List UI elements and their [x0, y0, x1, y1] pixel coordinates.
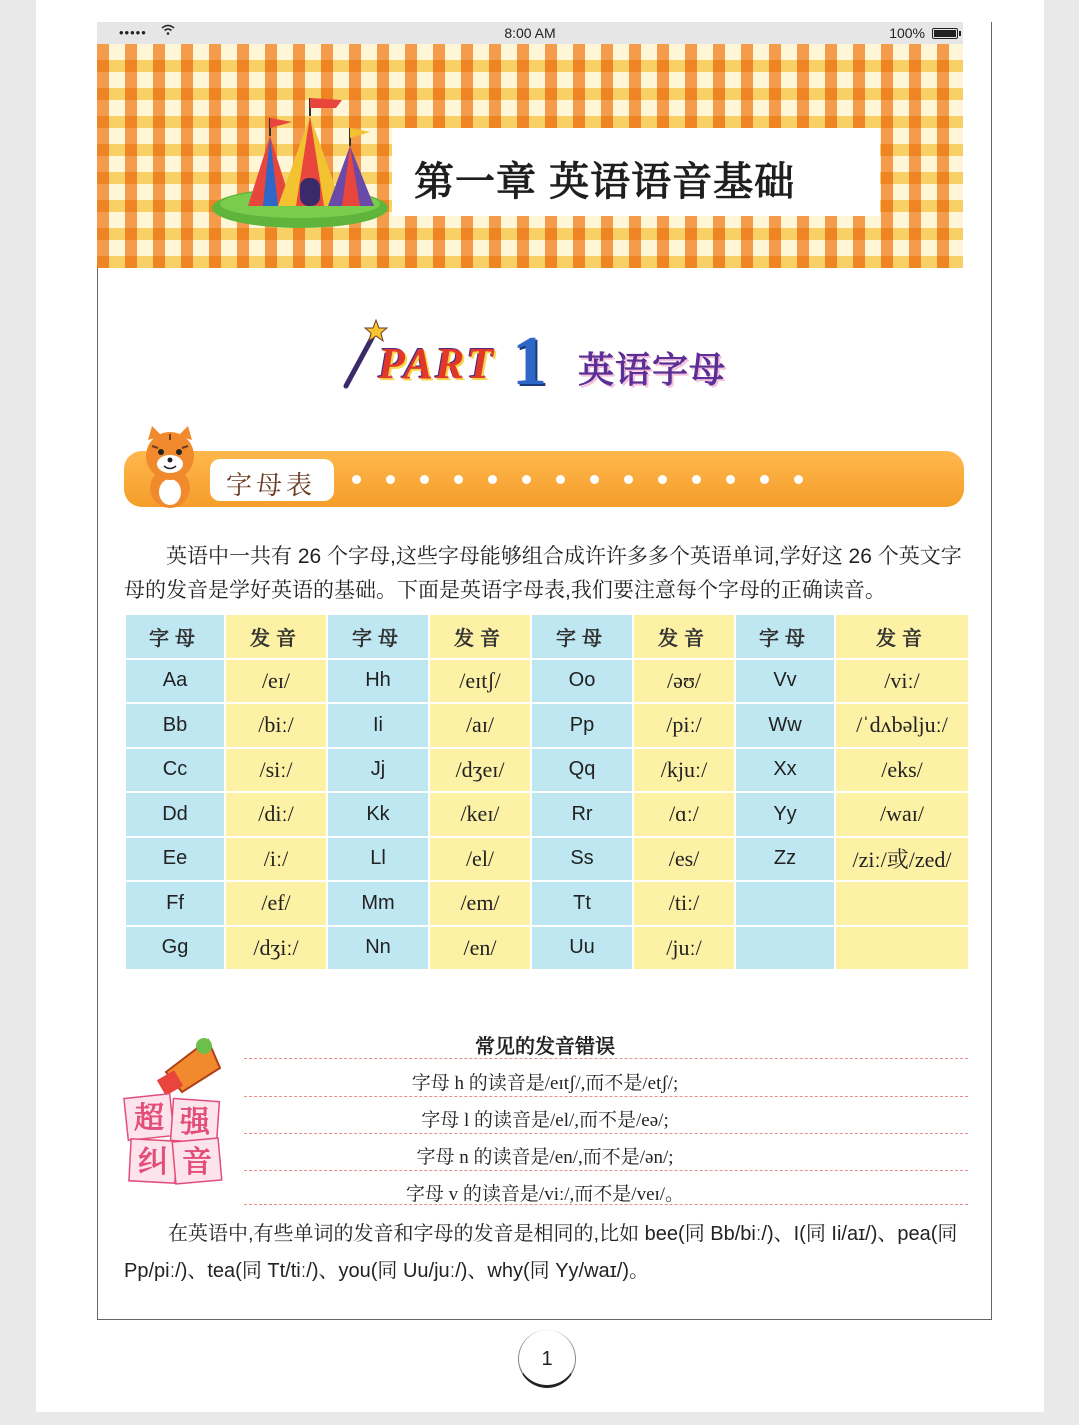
table-header: 发音 [634, 615, 734, 658]
table-header: 发音 [836, 615, 968, 658]
page-number-badge [518, 1330, 576, 1388]
table-header: 发音 [430, 615, 530, 658]
letter-cell: Cc [126, 749, 224, 792]
phonetic-cell [836, 927, 968, 970]
table-header: 字母 [532, 615, 632, 658]
section-label: 字母表 [226, 470, 317, 500]
letter-cell: Kk [328, 793, 428, 836]
letter-cell: Rr [532, 793, 632, 836]
outro-paragraph: 在英语中,有些单词的发音和字母的发音是相同的,比如 bee(同 Bb/biː/)、I(同 Ii/aɪ/)、pea(同 Pp/piː/)、tea(同 Tt/tiː/)、you(同 Uu/juː/)、why(同 Yy/waɪ/)。 [124, 1223, 958, 1282]
letter-cell: Ww [736, 704, 834, 747]
phonetic-cell: /dʒiː/ [226, 927, 326, 970]
signal-indicator: ••••• [119, 25, 147, 40]
phonetic-cell: /ˈdʌbəljuː/ [836, 704, 968, 747]
phonetic-cell: /el/ [430, 838, 530, 881]
part-heading [340, 316, 760, 400]
letter-cell: Aa [126, 660, 224, 703]
letter-cell: Bb [126, 704, 224, 747]
letter-cell: Vv [736, 660, 834, 703]
letter-cell: Yy [736, 793, 834, 836]
letter-cell: Mm [328, 882, 428, 925]
chapter-title: 第一章 英语语音基础 [414, 160, 796, 204]
letter-cell: Ll [328, 838, 428, 881]
phonetic-cell: /eks/ [836, 749, 968, 792]
badge-char: 超 [134, 1102, 164, 1135]
letter-cell: Qq [532, 749, 632, 792]
pronunciation-badge [122, 1036, 232, 1186]
phonetic-cell: /viː/ [836, 660, 968, 703]
letter-cell: Hh [328, 660, 428, 703]
phonetic-cell: /ɑː/ [634, 793, 734, 836]
intro-paragraph: 英语中一共有 26 个字母,这些字母能够组合成许许多多个英语单词,学好这 26 个英文字母的发音是学好英语的基础。下面是英语字母表,我们要注意每个字母的正确读音。 [124, 545, 962, 602]
letter-cell: Gg [126, 927, 224, 970]
page-number: 1 [541, 1348, 553, 1370]
letter-cell: Xx [736, 749, 834, 792]
battery-percent: 100% [889, 25, 925, 41]
letter-cell [736, 882, 834, 925]
badge-char: 音 [182, 1146, 212, 1179]
phonetic-cell: /iː/ [226, 838, 326, 881]
tip-divider [244, 1204, 968, 1205]
table-row [126, 660, 968, 703]
phonetic-cell: /eɪtʃ/ [430, 660, 530, 703]
phonetic-cell: /siː/ [226, 749, 326, 792]
table-header: 字母 [736, 615, 834, 658]
letter-cell: Zz [736, 838, 834, 881]
table-row [126, 793, 968, 836]
phonetic-cell: /tiː/ [634, 882, 734, 925]
phonetic-cell: /biː/ [226, 704, 326, 747]
section-dots [352, 475, 803, 484]
phonetic-cell: /piː/ [634, 704, 734, 747]
letter-cell: Ff [126, 882, 224, 925]
phonetic-cell: /dʒeɪ/ [430, 749, 530, 792]
table-row [126, 704, 968, 747]
part-label: PART [378, 339, 496, 388]
phonetic-cell: /waɪ/ [836, 793, 968, 836]
part-title: 英语字母 [578, 349, 727, 390]
table-row [126, 882, 968, 925]
phonetic-cell: /keɪ/ [430, 793, 530, 836]
letter-cell: Dd [126, 793, 224, 836]
circus-tent-icon [208, 96, 398, 230]
phonetic-cell: /ef/ [226, 882, 326, 925]
letter-cell: Tt [532, 882, 632, 925]
part-number: 1 [512, 323, 547, 400]
status-time: 8:00 AM [504, 25, 556, 41]
table-header: 字母 [328, 615, 428, 658]
battery-icon [932, 28, 958, 39]
letter-cell: Uu [532, 927, 632, 970]
phonetic-cell [836, 882, 968, 925]
tiger-mascot-icon [130, 424, 212, 510]
tips-title: 常见的发音错误 [475, 1036, 615, 1058]
table-header: 字母 [126, 615, 224, 658]
letter-cell: Nn [328, 927, 428, 970]
tip-line: 字母 n 的读音是/en/,而不是/ən/; [416, 1147, 674, 1168]
table-row [126, 927, 968, 970]
tip-line: 字母 l 的读音是/el/,而不是/eə/; [421, 1110, 669, 1131]
phonetic-cell: /en/ [430, 927, 530, 970]
tip-divider [244, 1133, 968, 1134]
tip-divider [244, 1096, 968, 1097]
letter-cell: Ee [126, 838, 224, 881]
phonetic-cell: /juː/ [634, 927, 734, 970]
badge-char: 强 [180, 1106, 210, 1139]
table-row [126, 749, 968, 792]
letter-cell [736, 927, 834, 970]
letter-cell: Ii [328, 704, 428, 747]
letter-cell: Pp [532, 704, 632, 747]
table-header-row [126, 615, 968, 658]
phonetic-cell: /diː/ [226, 793, 326, 836]
badge-char: 纠 [138, 1146, 168, 1179]
phonetic-cell: /əʊ/ [634, 660, 734, 703]
alphabet-table [124, 613, 970, 971]
letter-cell: Oo [532, 660, 632, 703]
table-header: 发音 [226, 615, 326, 658]
letter-cell: Ss [532, 838, 632, 881]
letter-cell: Jj [328, 749, 428, 792]
tip-line: 字母 h 的读音是/eɪtʃ/,而不是/etʃ/; [411, 1073, 679, 1094]
phonetic-cell: /es/ [634, 838, 734, 881]
tip-divider [244, 1170, 968, 1171]
tip-divider [244, 1058, 968, 1059]
table-row [126, 838, 968, 881]
phonetic-cell: /kjuː/ [634, 749, 734, 792]
megaphone-icon [157, 1038, 220, 1096]
phonetic-cell: /aɪ/ [430, 704, 530, 747]
phonetic-cell: /em/ [430, 882, 530, 925]
status-bar [97, 22, 963, 44]
phonetic-cell: /ziː/或/zed/ [836, 838, 968, 881]
tip-line: 字母 v 的读音是/viː/,而不是/veɪ/。 [405, 1184, 685, 1205]
phonetic-cell: /eɪ/ [226, 660, 326, 703]
